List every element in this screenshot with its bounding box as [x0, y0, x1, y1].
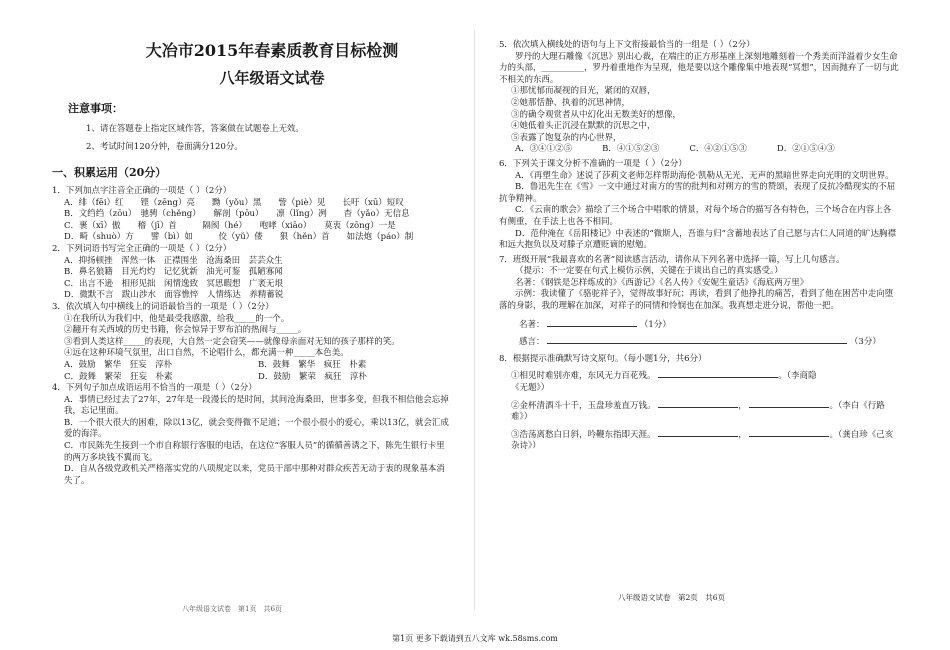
answer-blank[interactable]	[658, 398, 738, 408]
option-a: A．绯（fēi）红 铿（zēng）亮 黝（yǒu）黑 訾（piè）见 长吁（xū）短叹	[64, 197, 404, 208]
reflection-label: 感言：	[519, 337, 545, 348]
option-c: C．《云南的歌会》描绘了三个场合中唱歌的情景，对每个场合的描写各有特色，三个场合在内容上各有侧重，在手法上也各不相同。	[499, 205, 892, 227]
question-5	[499, 40, 899, 156]
poem-source: 。（龚自珍《己亥杂诗》）	[511, 429, 894, 452]
book-name-label: 名著：	[519, 319, 545, 330]
sentence-1: ①在我所认为我们中，他是最受我感激，给我_____的一个。	[64, 313, 290, 324]
answer-blank[interactable]	[658, 427, 738, 437]
option-d: D．范仲淹在《岳阳楼记》中表述的“微斯人，吾谁与归”含蓄地表达了自己愿与古仁人同道的旷达胸襟和远大抱负以及对滕子京遭贬谪的慰勉。	[499, 228, 897, 251]
option-b: B．④①⑤②③	[602, 144, 660, 155]
sentence-2: ②她那恬静、执着的沉思神情，	[511, 97, 631, 108]
question-stem: 5．依次填入横线处的语句与上下文衔接最恰当的一组是（ ）（2分）	[499, 40, 755, 50]
option-d: D．微默不言 跋山涉水 面容憔悴 人情练达 养精蓄锐	[64, 290, 284, 301]
question-stem: 3．依次填入句中横线上的词语最恰当的一项是（ ）（2分）	[52, 301, 274, 312]
poem-item-2	[499, 398, 899, 424]
option-b: B．一个很大很大的困难，除以13亿，就会变得微不足道；一个很小很小的爱心，乘以13亿，就会汇成爱的海洋。	[64, 417, 449, 440]
question-stem: 7．班级开展“我最喜欢的名著”阅读感言活动，请你从下列名著中选择一篇，写上几句感言。	[499, 254, 845, 265]
book-list: 名著：《钢铁是怎样炼成的》《西游记》《名人传》《安妮生童话》《海底两万里》	[515, 277, 809, 288]
option-a: A．事情已经过去了27年，27年是一段漫长的是时间，其间沧海桑田，世事多变，但我不相信他会忘掉我，忘记里面。	[64, 394, 449, 417]
option-c: C．出言不逊 相形见拙 闲情逸致 冥思暇想 广袤无垠	[64, 278, 284, 289]
sentence-2: ②翻开有关西域的历史书籍，你会惊异于罗布泊的热闹与_____。	[64, 325, 307, 336]
answer-blank[interactable]	[749, 427, 829, 437]
poem-line: ③浩荡离愁白日斜，吟鞭东指即天涯。	[511, 429, 656, 440]
page-footer: 八年级语文试卷 第2页 共6页	[618, 593, 726, 602]
question-stem: 6．下列关于课文分析不准确的一项是（ ）（2分）	[499, 158, 687, 169]
question-2	[52, 244, 452, 302]
book-name-blank[interactable]	[547, 317, 637, 327]
question-8	[499, 354, 899, 453]
question-4	[52, 383, 452, 487]
question-3	[52, 302, 452, 383]
option-c: C．鼓舞 繁荣 狂妄 朴素	[64, 371, 173, 382]
option-c: C．④②①⑤③	[689, 144, 747, 155]
exam-subtitle: 八年级语文试卷	[219, 69, 325, 87]
reflection-line	[499, 334, 899, 349]
book-name-line	[499, 317, 899, 332]
option-a: A．《再塑生命》述说了莎莉文老师怎样帮助海伦·凯勒从无光、无声的黑暗世界走向光明的文明世界。	[515, 170, 894, 181]
note-item: 2、考试时间120分钟，卷面满分120分。	[86, 142, 243, 152]
answer-blank[interactable]	[749, 398, 829, 408]
page-footer: 八年级语文试卷 第1页 共6页	[182, 605, 282, 613]
question-1	[52, 186, 452, 244]
book-name-score: （1分）	[639, 319, 671, 330]
question-stem: 8．根据提示准确默写诗文原句。（每小题1分，共6分）	[499, 353, 707, 364]
option-b: B．文绉绉（zōu） 驰骋（chěng） 解剖（pōu） 凛（lǐng）冽 杳（yǎo）无信息	[64, 209, 410, 220]
sentence-4: ④她低着头正沉浸在默默的沉思之中，	[511, 121, 656, 132]
sentence-4: ④远在这种环境气氛里，出口自然，不论唱什么，都充满一种_____本色美。	[64, 348, 349, 359]
right-column	[499, 40, 899, 453]
poem-source: 。（李商隐	[778, 371, 817, 382]
note-item: 1、请在答题卷上指定区域作答，答案做在试题卷上无效。	[86, 124, 304, 134]
right-page	[475, 0, 950, 650]
hint-text: （提示：不一定要在句式上模仿示例，关键在于谈出自己的真实感受。）	[515, 266, 783, 277]
options-row	[499, 144, 899, 156]
download-banner: 第1页 更多下载请到五八文库 wk.58sms.com	[392, 634, 558, 643]
example-text: 示例：我读懂了《骆驼祥子》，觉得故事好玩；再读，看到了他挣扎的痛苦，看到了他在困苦中走向堕落的身影，我的理解在加深，对祥子的同情和怜悯也在加深。我真想走进分说，帮他一把。	[499, 289, 894, 312]
poem-item-1	[499, 368, 899, 383]
question-stem: 1．下列加点字注音全正确的一项是（ ）（2分）	[52, 186, 232, 196]
notes-heading: 注意事项：	[68, 102, 123, 115]
section-heading: 一、积累运用（20分）	[52, 166, 167, 179]
poem-line: ①相见时难别亦难，东风无力百花残。	[511, 371, 656, 382]
option-a: A．抑扬顿挫 浑然一体 正襟围坐 沧海桑田 芸芸众生	[64, 255, 283, 266]
option-b: B．鼓舞 繁华 疯狂 朴素	[258, 359, 367, 370]
option-d: D．②①⑤④③	[776, 144, 835, 155]
poem-line: ②金杯清酒斗十千，玉盘珍羞直万钱。	[511, 400, 656, 411]
question-7	[499, 255, 899, 349]
option-d: D．鼓励 繁荣 疯狂 淳朴	[258, 371, 367, 382]
passage: 罗丹的大理石雕像《沉思》别出心裁，在端庄的正方形基座上深刻地雕刻着一个秀美而洋溢着少女生命力的头部，__________，罗丹着重地作为呈现，他是要以这个雕像集中地表现“冥想”，因而抛弃了一切与此不相关的东西。	[499, 51, 899, 85]
poem-separator: ，	[738, 400, 747, 411]
option-a: A．鼓励 繁华 狂妄 淳朴	[64, 359, 173, 370]
poem-source: 。（李白《行路难》）	[511, 400, 885, 423]
sentence-3: ③的确令观赏者从中幻化出无数美好的想像，	[511, 109, 682, 120]
option-d: D．畸（shuò）方 譬（bì）如 佼（yǔ）偻 狠（hěn）首 如法炮（páo）制	[64, 232, 414, 243]
options-grid	[52, 360, 452, 383]
question-stem: 2．下列词语书写完全正确的一项是（ ）（2分）	[52, 243, 232, 254]
poem-item-3	[499, 427, 899, 453]
option-d: D．自从各级党政机关严格落实党的八项规定以来，党员干部中那种对群众疾苦无动于衷的现象基本消失了。	[64, 464, 445, 486]
poem-source-line: 《无题》）	[511, 383, 550, 394]
option-c: C．市民陈先生接到一个市自称银行客服的电话，在这位“客服人员”的循循善诱之下，陈先生银行卡里的两万多块钱不翼而飞。	[64, 441, 445, 463]
question-6	[499, 159, 899, 252]
option-c: C．裹（xī）傲 稽（jī）首 隔阂（hé） 咆哮（xiāo） 莫衷（zōng）一是	[64, 220, 396, 231]
reflection-blank[interactable]	[547, 334, 847, 344]
poem-separator: ，	[738, 429, 747, 440]
left-column	[52, 38, 452, 487]
reflection-score: （3分）	[849, 337, 881, 348]
option-b: B．鼻名狼籍 目光灼灼 记忆犹新 油光可鉴 孤陋寡闻	[64, 267, 283, 278]
option-a: A．③④①②⑤	[515, 144, 573, 155]
option-b: B．鲁迅先生在《雪》一文中通过对南方的雪的批判和对朔方的雪的赞颂，表现了反抗冷酷现实的不屈抗争精神。	[499, 182, 896, 204]
sentence-1: ①那忧郁而凝视的目光，紧闭的双唇，	[511, 86, 656, 97]
answer-blank[interactable]	[658, 368, 778, 378]
sentence-5: ⑤表露了饱复杂的内心世界，	[511, 132, 622, 143]
question-stem: 4．下列句子加点成语运用不恰当的一项是（ ）（2分）	[52, 383, 257, 394]
exam-title: 大冶市2015年春素质教育目标检测	[145, 41, 399, 60]
sentence-3: ③看到人类这样_____的表现，大自然一定会窃笑——就像母亲面对无知的孩子那样的笑。	[64, 336, 400, 347]
